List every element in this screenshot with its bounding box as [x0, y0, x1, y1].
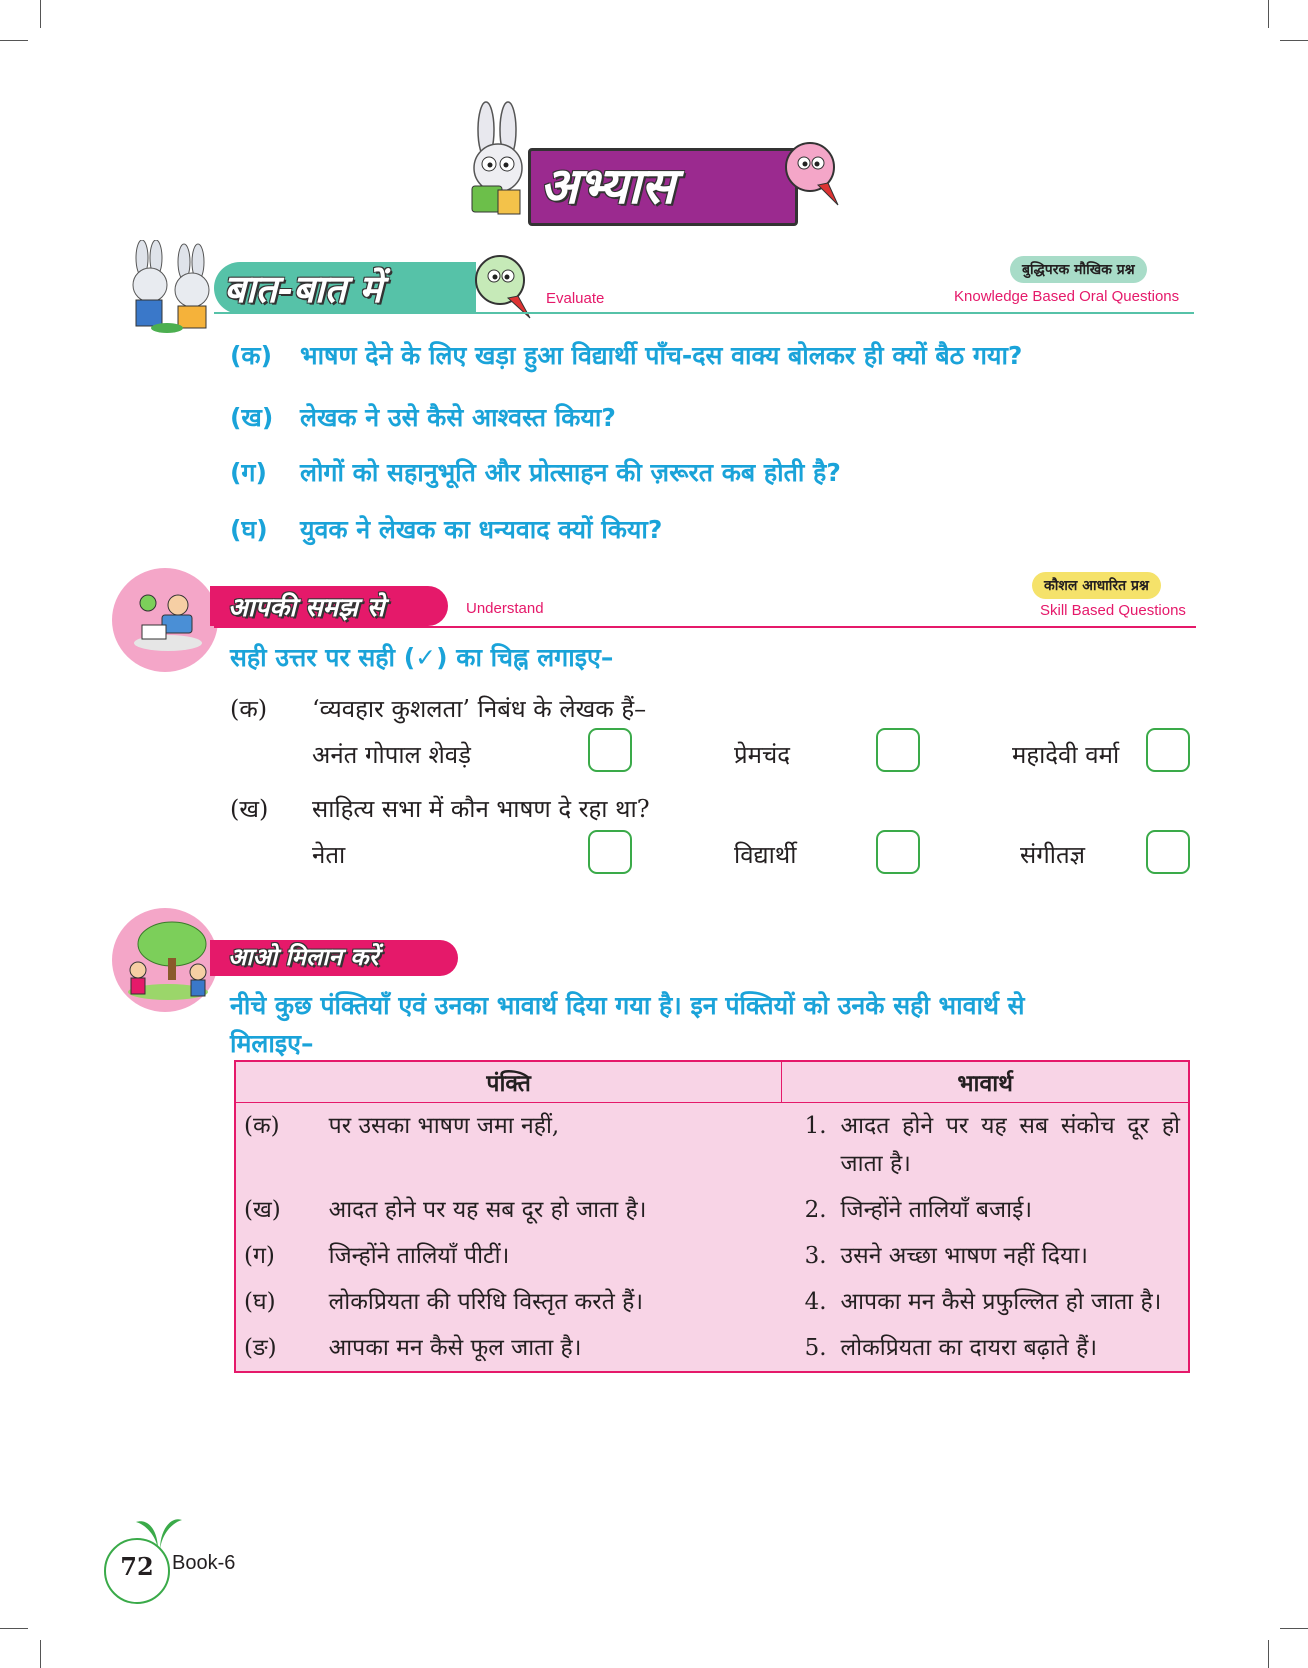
mcq-question: साहित्य सभा में कौन भाषण दे रहा था?	[312, 795, 650, 823]
crop-mark	[0, 1628, 28, 1629]
section2-instruction: सही उत्तर पर सही (✓) का चिह्न लगाइए–	[230, 643, 614, 672]
section1-title: बात-बात में	[224, 266, 383, 311]
pencil-mascot-icon	[780, 135, 850, 215]
question-ka: (क) भाषण देने के लिए खड़ा हुआ विद्यार्थी पाँच-दस वाक्य बोलकर ही क्यों बैठ गया?	[230, 341, 1023, 370]
mcq-option: महादेवी वर्मा	[1012, 741, 1120, 769]
answer-checkbox[interactable]	[588, 830, 632, 874]
section1-pill: बुद्धिपरक मौखिक प्रश्न	[1010, 256, 1147, 283]
question-ga: (ग) लोगों को सहानुभूति और प्रोत्साहन की ज़रूरत कब होती है?	[230, 458, 841, 487]
mcq-label: (ख)	[230, 795, 269, 823]
page-title: अभ्यास	[540, 156, 675, 215]
question-gha: (घ) युवक ने लेखक का धन्यवाद क्यों किया?	[230, 515, 663, 544]
question-kha: (ख) लेखक ने उसे कैसे आश्वस्त किया?	[230, 403, 616, 432]
mcq-question: ‘व्यवहार कुशलता’ निबंध के लेखक हैं–	[312, 695, 647, 723]
page-number: 72	[120, 1552, 154, 1581]
crop-mark	[1280, 1628, 1308, 1629]
section2-rule	[214, 626, 1196, 628]
crop-mark	[0, 40, 28, 41]
table-row: (घ) लोकप्रियता की परिधि विस्तृत करते हैं। 4. आपका मन कैसे प्रफुल्लित हो जाता है।	[244, 1289, 1162, 1315]
mcq-option: अनंत गोपाल शेवड़े	[312, 741, 471, 769]
crop-mark	[1280, 40, 1308, 41]
column-header-left: पंक्ति	[235, 1061, 782, 1103]
child-reading-illustration	[128, 585, 208, 655]
section3-instruction-line2: मिलाइए–	[230, 1029, 314, 1058]
answer-checkbox[interactable]	[1146, 728, 1190, 772]
crop-mark	[1268, 1640, 1269, 1668]
mcq-option: संगीतज्ञ	[1020, 841, 1086, 869]
table-row: (ग) जिन्होंने तालियाँ पीटीं। 3. उसने अच्छा भाषण नहीं दिया।	[244, 1243, 1088, 1269]
table-row: (ख) आदत होने पर यह सब दूर हो जाता है। 2. जिन्होंने तालियाँ बजाई।	[244, 1197, 1033, 1223]
answer-checkbox[interactable]	[588, 728, 632, 772]
mcq-option: विद्यार्थी	[734, 841, 797, 869]
table-row: (क) पर उसका भाषण जमा नहीं, 1. आदत होने पर यह सब संकोच दूर हो जाता है।	[244, 1113, 1180, 1177]
section2-pill: कौशल आधारित प्रश्न	[1032, 572, 1161, 599]
mcq-option: प्रेमचंद	[734, 741, 790, 769]
section1-rule	[214, 312, 1194, 314]
match-table	[234, 1060, 1190, 1373]
section2-pill-english: Skill Based Questions	[1040, 602, 1186, 619]
answer-checkbox[interactable]	[876, 728, 920, 772]
section3-instruction-line1: नीचे कुछ पंक्तियाँ एवं उनका भावार्थ दिया गया है। इन पंक्तियों को उनके सही भावार्थ से	[230, 991, 1025, 1020]
two-rabbits-illustration	[112, 240, 222, 335]
column-header-right: भावार्थ	[782, 1061, 1189, 1103]
mcq-label: (क)	[230, 695, 268, 723]
rabbit-reading-illustration	[458, 100, 538, 225]
answer-checkbox[interactable]	[876, 830, 920, 874]
crop-mark	[40, 1640, 41, 1668]
book-label: Book-6	[172, 1552, 236, 1574]
crop-mark	[40, 0, 41, 28]
crop-mark	[1268, 0, 1269, 28]
section3-title: आओ मिलान करें	[228, 942, 379, 971]
section1-pill-english: Knowledge Based Oral Questions	[954, 288, 1180, 305]
answer-checkbox[interactable]	[1146, 830, 1190, 874]
section2-skill-label: Understand	[466, 600, 544, 617]
mcq-option: नेता	[312, 841, 346, 869]
table-row: (ङ) आपका मन कैसे फूल जाता है। 5. लोकप्रियता का दायरा बढ़ाते हैं।	[244, 1335, 1098, 1361]
section2-title: आपकी समझ से	[228, 593, 385, 623]
children-tree-illustration	[120, 918, 216, 1004]
section1-skill-label: Evaluate	[546, 290, 605, 307]
